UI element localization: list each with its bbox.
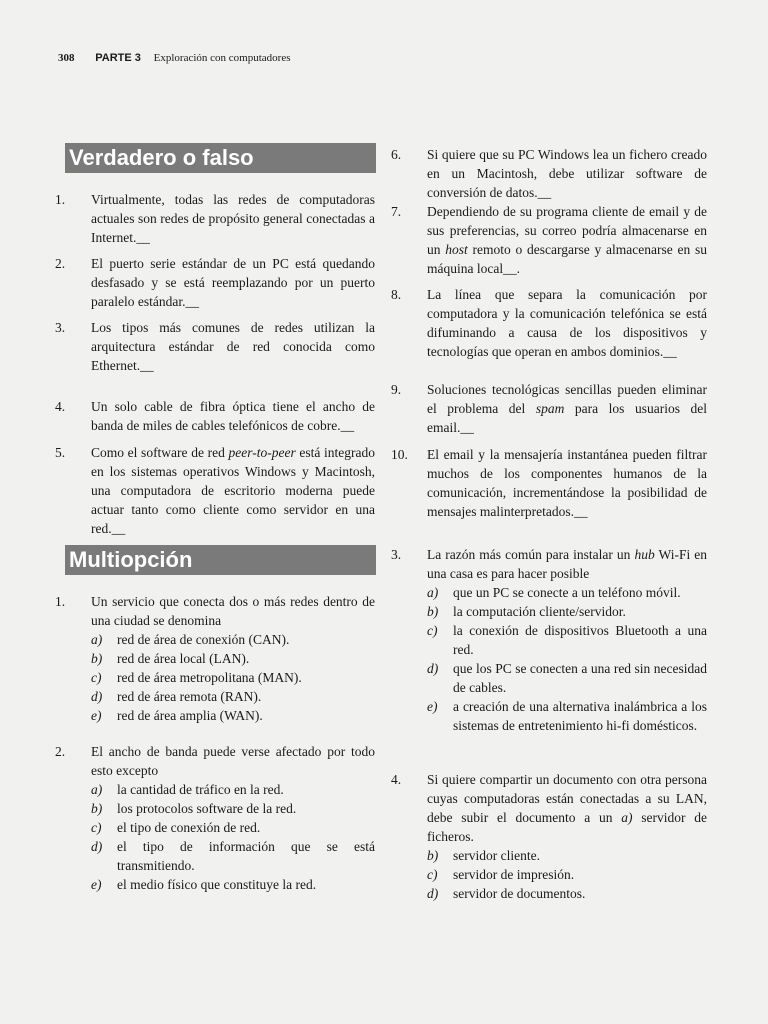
item-number: 2. bbox=[55, 256, 66, 271]
answer-option bbox=[427, 697, 707, 735]
answer-option bbox=[91, 780, 375, 799]
item-number: 9. bbox=[391, 382, 402, 397]
item-number: 8. bbox=[391, 287, 402, 302]
page-number: 308 bbox=[58, 52, 75, 64]
option-text: red de área amplia (WAN). bbox=[117, 708, 263, 723]
option-letter: d) bbox=[91, 689, 103, 704]
item-number: 7. bbox=[391, 204, 402, 219]
item-text: El puerto serie estándar de un PC está quedando desfasado y se está reemplazando por un puerto paralelo estándar.__ bbox=[91, 256, 375, 309]
mc-item bbox=[55, 742, 375, 894]
tf-item bbox=[55, 318, 375, 375]
answer-option bbox=[91, 649, 375, 668]
item-number: 5. bbox=[55, 445, 66, 460]
answer-option bbox=[427, 659, 707, 697]
answer-option bbox=[91, 687, 375, 706]
tf-item bbox=[387, 285, 707, 361]
option-text: la computación cliente/servidor. bbox=[453, 604, 626, 619]
tf-item bbox=[55, 190, 375, 247]
item-text: Si quiere que su PC Windows lea un fichero creado en un Macintosh, debe utilizar software de conversión de datos.__ bbox=[427, 147, 707, 200]
option-text: la cantidad de tráfico en la red. bbox=[117, 782, 284, 797]
item-text: Soluciones tecnológicas sencillas pueden eliminar el problema del spam para los usuarios del email.__ bbox=[427, 382, 707, 435]
option-letter: c) bbox=[427, 867, 438, 882]
answer-option bbox=[427, 846, 707, 865]
option-text: servidor cliente. bbox=[453, 848, 540, 863]
item-number: 4. bbox=[55, 399, 66, 414]
option-text: que un PC se conecte a un teléfono móvil. bbox=[453, 585, 681, 600]
item-text: El email y la mensajería instantánea pueden filtrar muchos de los componentes humanos de la comunicación, incrementándose la posibilidad de mensajes malinterpretados.__ bbox=[427, 447, 707, 519]
tf-item bbox=[387, 145, 707, 202]
answer-option bbox=[91, 706, 375, 725]
question-stem: El ancho de banda puede verse afectado por todo esto excepto bbox=[91, 744, 375, 778]
answer-option bbox=[91, 630, 375, 649]
mc-item bbox=[55, 592, 375, 725]
option-letter: a) bbox=[427, 585, 439, 600]
option-text: a creación de una alternativa inalámbrica a los sistemas de entretenimiento hi-fi domésticos. bbox=[453, 699, 707, 733]
answer-option bbox=[91, 799, 375, 818]
answer-option bbox=[427, 583, 707, 602]
option-letter: d) bbox=[91, 839, 103, 854]
question-stem: Si quiere compartir un documento con otra persona cuyas computadoras están conectadas a su LAN, debe subir el documento a un a) servidor de ficheros. bbox=[427, 772, 707, 844]
option-letter: c) bbox=[91, 820, 102, 835]
tf-item bbox=[55, 397, 375, 435]
option-letter: e) bbox=[91, 708, 102, 723]
question-number: 2. bbox=[55, 744, 66, 759]
chapter-title: Exploración con computadores bbox=[153, 52, 291, 64]
item-number: 6. bbox=[391, 147, 402, 162]
mc-item bbox=[387, 545, 707, 735]
question-stem: Un servicio que conecta dos o más redes dentro de una ciudad se denomina bbox=[91, 594, 375, 628]
part-label: PARTE 3 bbox=[95, 52, 141, 64]
option-text: los protocolos software de la red. bbox=[117, 801, 297, 816]
option-letter: a) bbox=[91, 782, 103, 797]
option-letter: c) bbox=[427, 623, 438, 638]
answer-option bbox=[91, 875, 375, 894]
option-letter: b) bbox=[427, 848, 439, 863]
tf-item bbox=[387, 445, 707, 521]
option-text: servidor de documentos. bbox=[453, 886, 586, 901]
option-letter: a) bbox=[91, 632, 103, 647]
answer-option bbox=[427, 884, 707, 903]
option-text: servidor de impresión. bbox=[453, 867, 575, 882]
answer-option bbox=[427, 602, 707, 621]
item-text: Un solo cable de fibra óptica tiene el ancho de banda de miles de cables telefónicos de cobre.__ bbox=[91, 399, 375, 433]
option-letter: d) bbox=[427, 886, 439, 901]
tf-item bbox=[55, 254, 375, 311]
item-number: 1. bbox=[55, 192, 66, 207]
option-letter: e) bbox=[91, 877, 102, 892]
option-letter: c) bbox=[91, 670, 102, 685]
answer-option bbox=[91, 668, 375, 687]
question-number: 3. bbox=[391, 547, 402, 562]
option-text: que los PC se conecten a una red sin necesidad de cables. bbox=[453, 661, 707, 695]
item-text: Como el software de red peer-to-peer está integrado en los sistemas operativos Windows y Macintosh, una computadora de escritorio moderna puede actuar tanto como cliente como servidor en una red.__ bbox=[91, 445, 375, 536]
answer-option bbox=[427, 865, 707, 884]
option-letter: d) bbox=[427, 661, 439, 676]
tf-item bbox=[387, 202, 707, 278]
question-number: 4. bbox=[391, 772, 402, 787]
answer-option bbox=[91, 818, 375, 837]
option-text: red de área metropolitana (MAN). bbox=[117, 670, 302, 685]
option-text: el tipo de conexión de red. bbox=[117, 820, 261, 835]
question-number: 1. bbox=[55, 594, 66, 609]
tf-item bbox=[55, 443, 375, 538]
option-text: el tipo de información que se está transmitiendo. bbox=[117, 839, 375, 873]
answer-option bbox=[427, 621, 707, 659]
multiple-choice-heading: Multiopción bbox=[65, 545, 376, 575]
tf-item bbox=[387, 380, 707, 437]
option-text: red de área de conexión (CAN). bbox=[117, 632, 290, 647]
option-letter: b) bbox=[91, 651, 103, 666]
option-letter: b) bbox=[427, 604, 439, 619]
option-letter: e) bbox=[427, 699, 438, 714]
item-text: Dependiendo de su programa cliente de email y de sus preferencias, su correo podría almacenarse en un host remoto o descargarse y almacenarse en su máquina local__. bbox=[427, 204, 708, 276]
item-number: 10. bbox=[391, 447, 408, 462]
item-text: Virtualmente, todas las redes de computadoras actuales son redes de propósito general conectadas a Internet.__ bbox=[91, 192, 375, 245]
option-text: red de área remota (RAN). bbox=[117, 689, 262, 704]
answer-option bbox=[91, 837, 375, 875]
question-stem: La razón más común para instalar un hub Wi-Fi en una casa es para hacer posible bbox=[427, 547, 707, 581]
running-head bbox=[58, 52, 291, 64]
item-text: Los tipos más comunes de redes utilizan la arquitectura estándar de red conocida como Ethernet.__ bbox=[91, 320, 375, 373]
option-text: red de área local (LAN). bbox=[117, 651, 250, 666]
option-text: el medio físico que constituye la red. bbox=[117, 877, 317, 892]
option-text: la conexión de dispositivos Bluetooth a una red. bbox=[453, 623, 707, 657]
true-false-heading: Verdadero o falso bbox=[65, 143, 376, 173]
option-letter: b) bbox=[91, 801, 103, 816]
item-text: La línea que separa la comunicación por computadora y la comunicación telefónica se está difuminando a causa de los dispositivos y tecnologías que operan en ambos dominios.__ bbox=[427, 287, 707, 359]
item-number: 3. bbox=[55, 320, 66, 335]
mc-item bbox=[387, 770, 707, 903]
